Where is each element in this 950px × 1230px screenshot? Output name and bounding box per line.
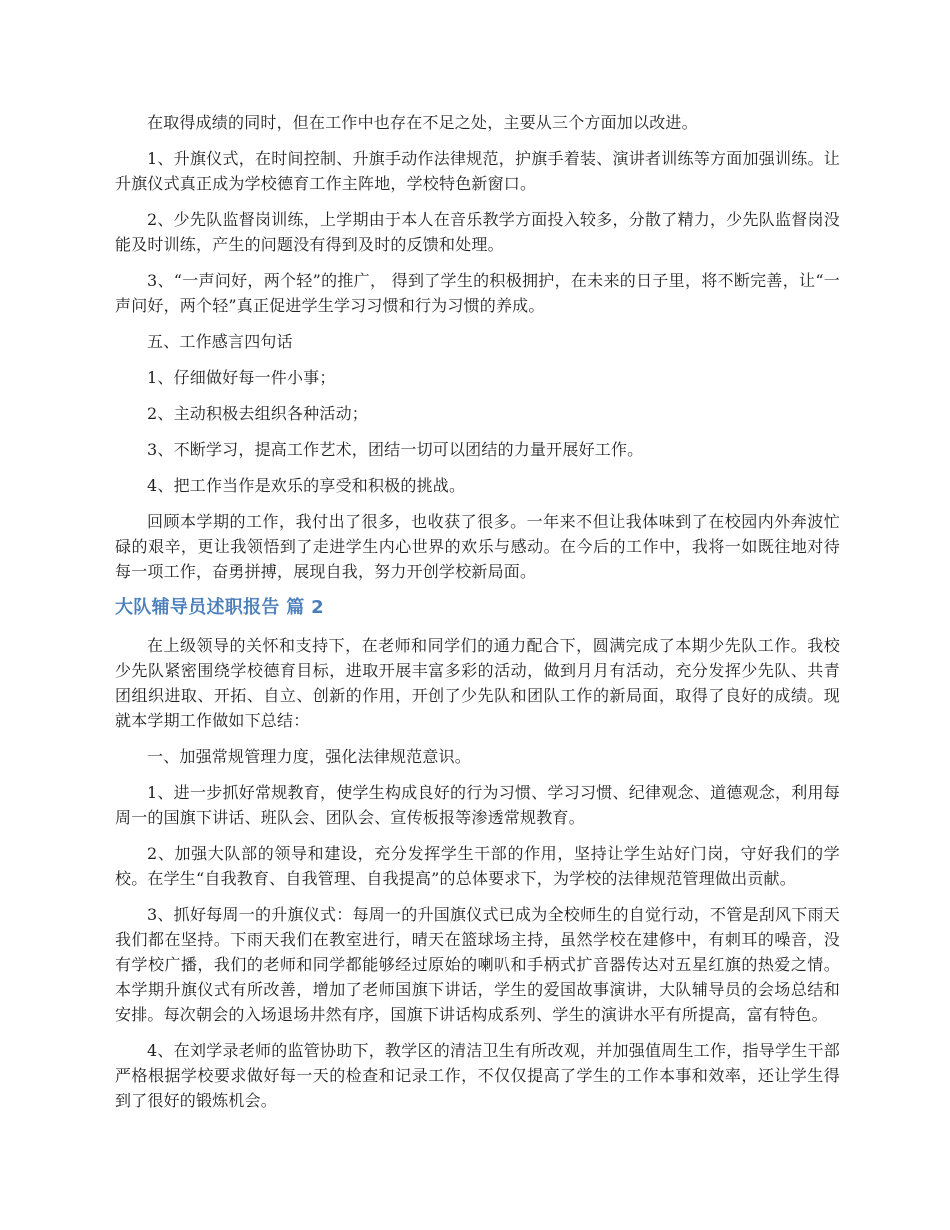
section-subheading: 一、加强常规管理力度，强化法律规范意识。 xyxy=(147,747,472,766)
section-heading: 大队辅导员述职报告 篇 2 xyxy=(115,597,324,618)
paragraph: 2、少先队监督岗训练，上学期由于本人在音乐教学方面投入较多，分散了精力，少先队监督岗没能及时训练，产生的问题没有得到及时的反馈和处理。 xyxy=(115,210,840,254)
document-page xyxy=(115,110,840,1124)
paragraph: 3、“一声问好，两个轻”的推广， 得到了学生的积极拥护，在未来的日子里，将不断完善，让“一声问好，两个轻”真正促进学生学习习惯和行为习惯的养成。 xyxy=(115,271,840,315)
section-subheading: 五、工作感言四句话 xyxy=(147,332,293,351)
paragraph: 回顾本学期的工作，我付出了很多，也收获了很多。一年来不但让我体味到了在校园内外奔波忙碌的艰辛，更让我领悟到了走进学生内心世界的欢乐与感动。在今后的工作中，我将一如既往地对待每一项工作，奋勇拼搏，展现自我，努力开创学校新局面。 xyxy=(115,512,840,581)
list-item: 2、加强大队部的领导和建设，充分发挥学生干部的作用，坚持让学生站好门岗，守好我们的学校。在学生“自我教育、自我管理、自我提高”的总体要求下，为学校的法律规范管理做出贡献。 xyxy=(115,844,840,888)
list-item: 2、主动积极去组织各种活动； xyxy=(147,404,368,423)
list-item: 4、在刘学录老师的监管协助下，教学区的清洁卫生有所改观，并加强值周生工作，指导学生干部严格根据学校要求做好每一天的检查和记录工作，不仅仅提高了学生的工作本事和效率，还让学生得到了很好的锻炼机会。 xyxy=(115,1041,840,1110)
list-item: 1、进一步抓好常规教育，使学生构成良好的行为习惯、学习习惯、纪律观念、道德观念，利用每周一的国旗下讲话、班队会、团队会、宣传板报等渗透常规教育。 xyxy=(115,783,840,827)
paragraph: 在取得成绩的同时，但在工作中也存在不足之处，主要从三个方面加以改进。 xyxy=(147,113,698,132)
list-item: 3、不断学习，提高工作艺术，团结一切可以团结的力量开展好工作。 xyxy=(147,440,644,459)
paragraph: 1、升旗仪式，在时间控制、升旗手动作法律规范，护旗手着装、演讲者训练等方面加强训练。让升旗仪式真正成为学校德育工作主阵地，学校特色新窗口。 xyxy=(115,149,840,193)
list-item: 3、抓好每周一的升旗仪式：每周一的升国旗仪式已成为全校师生的自觉行动，不管是刮风下雨天我们都在坚持。下雨天我们在教室进行，晴天在篮球场主持，虽然学校在建修中，有刺耳的噪音，没有学校广播，我们的老师和同学都能够经过原始的喇叭和手柄式扩音器传达对五星红旗的热爱之情。本学期升旗仪式有所改善，增加了老师国旗下讲话，学生的爱国故事演讲，大队辅导员的会场总结和安排。每次朝会的入场退场井然有序，国旗下讲话构成系列、学生的演讲水平有所提高，富有特色。 xyxy=(115,905,840,1024)
paragraph: 在上级领导的关怀和支持下，在老师和同学们的通力配合下，圆满完成了本期少先队工作。我校少先队紧密围绕学校德育目标，进取开展丰富多彩的活动，做到月月有活动，充分发挥少先队、共青团组织进取、开拓、自立、创新的作用，开创了少先队和团队工作的新局面，取得了良好的成绩。现就本学期工作做如下总结： xyxy=(115,636,840,730)
list-item: 1、仔细做好每一件小事； xyxy=(147,368,336,387)
list-item: 4、把工作当作是欢乐的享受和积极的挑战。 xyxy=(147,476,466,495)
